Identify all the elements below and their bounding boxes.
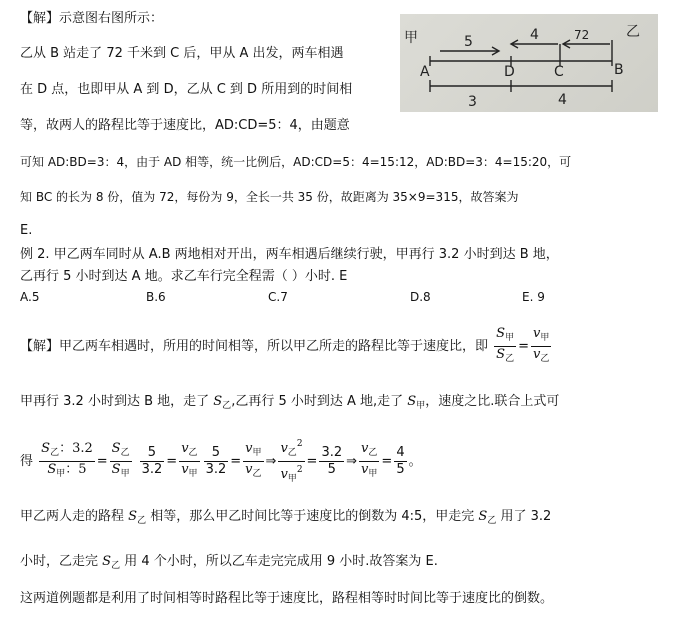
sketch-label-5: 5 — [464, 34, 473, 50]
sketch-label-c: C — [554, 64, 564, 80]
solution1-line: 在 D 点，也即甲从 A 到 D，乙从 C 到 D 所用到的时间相 — [20, 82, 353, 97]
s-jia: $S_甲$ — [407, 394, 426, 411]
solution1-heading: 【解】示意图右图所示： — [20, 11, 164, 26]
solution2-line: 【解】甲乙两车相遇时，所用的时间相等，所以甲乙所走的路程比等于速度比，即 $\frac{S_甲}{S_乙}$ = $\frac{v_甲}{v_乙}$ — [20, 326, 553, 367]
sketch-label-4: 4 — [530, 27, 539, 43]
sketch-label-yi: 乙 — [626, 24, 640, 40]
option-d: D.8 — [410, 290, 431, 304]
fraction-v-ratio: $\frac{v_甲}{v_乙}$ — [532, 326, 550, 364]
frac-step2a: $\frac{S_乙}{S_甲}$ — [111, 441, 130, 479]
solution2-equation: 得 $\frac{S_乙:3.2}{S_甲:5}$ = $\frac{S_乙}{S_甲}$ $\frac{5}{3.2}$ = $\frac{v_乙}{v_甲}$ $\frac{5}{3.2}$ = $\frac{v_甲}{v_乙}$ ⇒ $\frac{v_乙^2}{v_甲^2}$ = $\frac{3.2}{5}$ ⇒ $\frac{v_乙}{v_甲}$ = $\frac{4}{5}$ 。 — [20, 436, 422, 487]
s-yi: $S_乙$ — [213, 394, 232, 411]
option-a: A.5 — [20, 290, 40, 304]
sketch-label-a: A — [420, 64, 430, 80]
solution1-line: 知 BC 的长为 8 份，值为 72，每份为 9，全长一共 35 份，故距离为 35×9=315，故答案为 — [20, 190, 519, 204]
frac-step5: $\frac{v_乙^2}{v_甲^2}$ — [278, 436, 304, 487]
option-c: C.7 — [268, 290, 288, 304]
frac-step4: $\frac{v_甲}{v_乙}$ — [245, 441, 262, 479]
solution2-conclusion: 这两道例题都是利用了时间相等时路程比等于速度比，路程相等时时间比等于速度比的倒数。 — [20, 591, 554, 606]
solution1-line: E. — [20, 223, 33, 238]
frac-step6: $\frac{3.2}{5}$ — [321, 445, 343, 477]
solution1-line: 可知 AD:BD=3：4，由于 AD 相等，统一比例后，AD:CD=5：4=15:12，AD:BD=3：4=15:20，可 — [20, 155, 572, 169]
solution2-line: 甲乙两人走的路程 $S_乙$ 相等，那么甲乙时间比等于速度比的倒数为 4:5，甲走完 $S_乙$ 用了 3.2 — [20, 509, 552, 526]
sketch-label-72: 72 — [574, 28, 590, 42]
example2-line: 乙再行 5 小时到达 A 地。求乙车行完全程需（ ）小时. E — [20, 269, 348, 284]
sketch-label-jia: 甲 — [404, 30, 418, 46]
solution1-line: 乙从 B 站走了 72 千米到 C 后，甲从 A 出发，两车相遇 — [20, 46, 344, 61]
frac-step1: $\frac{S_乙:3.2}{S_甲:5}$ — [41, 441, 93, 479]
frac-step3a: $\frac{v_乙}{v_甲}$ — [181, 441, 198, 479]
sketch-label-d: D — [504, 64, 515, 80]
fraction-s-ratio: $\frac{S_甲}{S_乙}$ — [496, 326, 515, 364]
frac-step7: $\frac{v_乙}{v_甲}$ — [361, 441, 378, 479]
solution2-line: 甲再行 3.2 小时到达 B 地，走了 $S_乙$,乙再行 5 小时到达 A 地,走了 $S_甲$，速度之比.联合上式可 — [20, 394, 560, 411]
example2-line: 例 2. 甲乙两车同时从 A.B 两地相对开出，两车相遇后继续行驶，甲再行 3.2 小时到达 B 地， — [20, 247, 559, 262]
solution1-line: 等，故两人的路程比等于速度比，AD:CD=5：4，由题意 — [20, 118, 350, 133]
frac-step8: $\frac{4}{5}$ — [396, 445, 405, 477]
solution2-text: 【解】甲乙两车相遇时，所用的时间相等，所以甲乙所走的路程比等于速度比，即 — [20, 339, 489, 354]
sketch-label-3: 3 — [468, 94, 477, 110]
sketch-diagram — [400, 14, 658, 112]
solution2-line: 小时，乙走完 $S_乙$ 用 4 个小时，所以乙车走完完成用 9 小时.故答案为 E. — [20, 554, 438, 571]
frac-step3b: $\frac{5}{3.2}$ — [205, 445, 227, 477]
frac-step2b: $\frac{5}{3.2}$ — [141, 445, 163, 477]
option-e: E. 9 — [522, 290, 545, 304]
option-b: B.6 — [146, 290, 166, 304]
sketch-photo — [400, 14, 658, 112]
sketch-label-b: B — [614, 62, 624, 78]
sketch-label-4b: 4 — [558, 92, 567, 108]
